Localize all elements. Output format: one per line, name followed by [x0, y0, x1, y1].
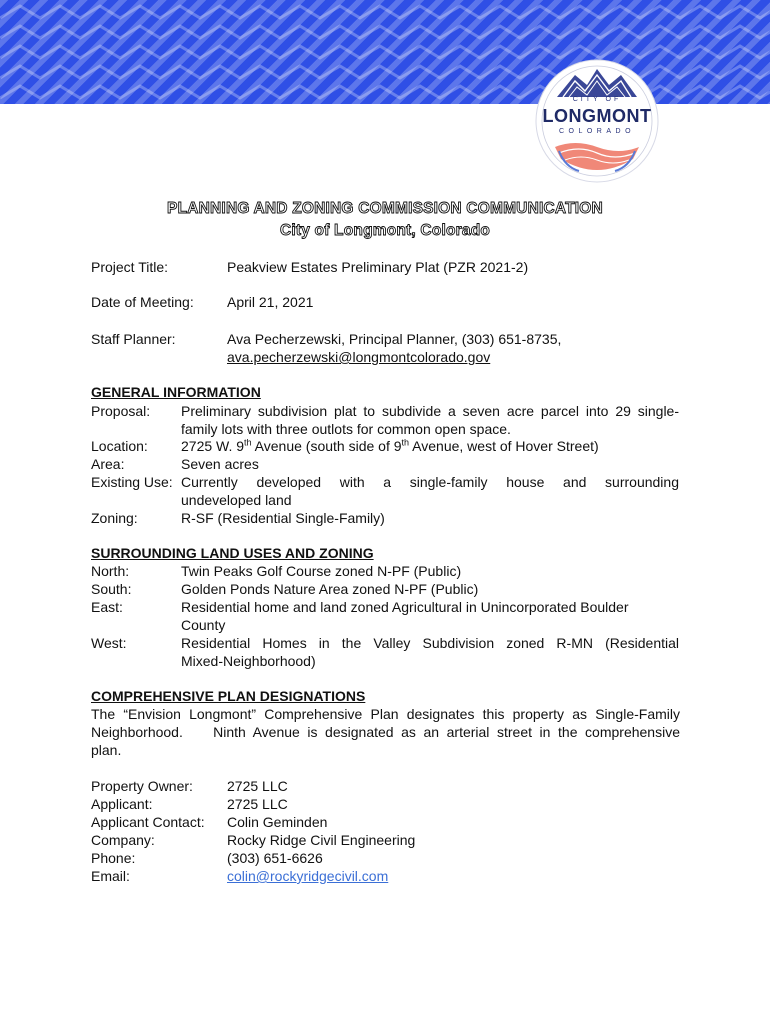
east-label: East: — [91, 599, 123, 615]
phone-value: (303) 651-6626 — [227, 850, 323, 866]
project-title-label: Project Title: — [91, 259, 169, 275]
email-link[interactable]: colin@rockyridgecivil.com — [227, 868, 389, 884]
zoning-label: Zoning: — [91, 510, 138, 526]
south-label: South: — [91, 581, 132, 597]
meeting-date-label: Date of Meeting: — [91, 294, 194, 310]
existing-use-line-1: Currently developed with a single-family house and surrounding — [181, 474, 679, 490]
location-label: Location: — [91, 438, 148, 454]
south-value: Golden Ponds Nature Area zoned N-PF (Public) — [181, 581, 479, 597]
applicant-label: Applicant: — [91, 796, 153, 812]
company-label: Company: — [91, 832, 155, 848]
west-label: West: — [91, 635, 127, 651]
document-subtitle: City of Longmont, Colorado — [279, 222, 491, 239]
west-line-1: Residential Homes in the Valley Subdivision zoned R-MN (Residential — [181, 635, 679, 651]
property-owner-value: 2725 LLC — [227, 778, 288, 794]
company-value: Rocky Ridge Civil Engineering — [227, 832, 416, 848]
north-value: Twin Peaks Golf Course zoned N-PF (Public) — [181, 563, 462, 579]
area-label: Area: — [91, 456, 125, 472]
comprehensive-line-1: The “Envision Longmont” Comprehensive Plan designates this property as Single-Family — [91, 706, 680, 722]
staff-planner-value: Ava Pecherzewski, Principal Planner, (303) 651-8735, — [227, 331, 562, 347]
surrounding-heading: SURROUNDING LAND USES AND ZONING — [91, 545, 374, 561]
staff-planner-email[interactable]: ava.pecherzewski@longmontcolorado.gov — [227, 349, 491, 365]
applicant-contact-label: Applicant Contact: — [91, 814, 205, 830]
zoning-value: R-SF (Residential Single-Family) — [181, 510, 385, 526]
logo-state-text: COLORADO — [558, 128, 636, 135]
existing-use-label: Existing Use: — [91, 474, 173, 490]
east-line-2: County — [181, 617, 226, 633]
east-line-1: Residential home and land zoned Agricultural in Unincorporated Boulder — [181, 599, 629, 615]
north-label: North: — [91, 563, 130, 579]
proposal-line-2: family lots with three outlots for common open space. — [181, 421, 511, 437]
phone-label: Phone: — [91, 850, 136, 866]
logo-name-text: LONGMONT — [542, 106, 652, 126]
email-label: Email: — [91, 868, 130, 884]
meeting-date-value: April 21, 2021 — [227, 294, 314, 310]
comprehensive-line-2: Neighborhood. Ninth Avenue is designated as an arterial street in the comprehensive — [91, 724, 680, 740]
existing-use-line-2: undeveloped land — [181, 492, 292, 508]
general-information-heading: GENERAL INFORMATION — [91, 384, 261, 400]
area-value: Seven acres — [181, 456, 259, 472]
proposal-line-1: Preliminary subdivision plat to subdivide a seven acre parcel into 29 single- — [181, 403, 679, 419]
comprehensive-heading: COMPREHENSIVE PLAN DESIGNATIONS — [91, 688, 366, 704]
applicant-contact-value: Colin Geminden — [227, 814, 328, 830]
west-line-2: Mixed-Neighborhood) — [181, 653, 316, 669]
proposal-label: Proposal: — [91, 403, 151, 419]
applicant-value: 2725 LLC — [227, 796, 288, 812]
project-title-value: Peakview Estates Preliminary Plat (PZR 2021-2) — [227, 259, 529, 275]
comprehensive-line-3: plan. — [91, 742, 122, 758]
location-value: 2725 W. 9th Avenue (south side of 9th Avenue, west of Hover Street) — [181, 437, 599, 454]
logo-city-of-text: CITY OF — [572, 96, 622, 103]
property-owner-label: Property Owner: — [91, 778, 193, 794]
document-title: PLANNING AND ZONING COMMISSION COMMUNICATION — [167, 200, 603, 217]
city-of-longmont-logo — [535, 59, 659, 183]
staff-planner-label: Staff Planner: — [91, 331, 176, 347]
